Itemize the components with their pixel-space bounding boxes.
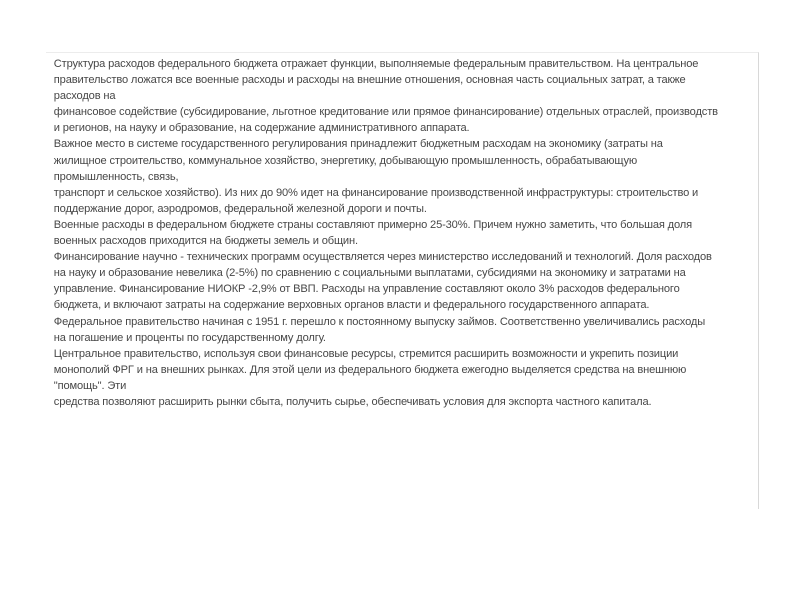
text-line: Важное место в системе государственного регулирования принадлежит бюджетным расходам на экономику (затраты на [53, 138, 663, 151]
text-line: на науку и образование невелика (2-5%) по сравнению с социальными выплатами, субсидиями на экономику и затратами на [53, 267, 686, 280]
text-line: Военные расходы в федеральном бюджете страны составляют примерно 25-30%. Причем нужно заметить, что большая доля [53, 218, 693, 231]
text-line: бюджета, и включают затраты на содержание верховных органов власти и федерального государственного аппарата. [53, 299, 650, 312]
text-line: транспорт и сельское хозяйство). Из них до 90% идет на финансирование производственной инфраструктуры: строительство и [53, 186, 699, 199]
text-line: Финансирование научно - технических программ осуществляется через министерство исследований и технологий. Доля расходов [53, 251, 712, 264]
text-line: на погашение и проценты по государственному долгу. [53, 331, 326, 344]
document-viewport [46, 52, 759, 509]
text-line: Федеральное правительство начиная с 1951 г. перешло к постоянному выпуску займов. Соответственно увеличивались расходы [53, 315, 706, 328]
text-line: Структура расходов федерального бюджета отражает функции, выполняемые федеральным правительством. На центральное [53, 58, 699, 70]
text-line: расходов на [53, 90, 116, 103]
text-line: финансовое содействие (субсидирование, льготное кредитование или прямое финансирование) отдельных отраслей, производств [53, 106, 718, 119]
text-line: военных расходов приходится на бюджеты земель и общин. [53, 235, 358, 248]
text-line: монополий ФРГ и на внешних рынках. Для этой цели из федерального бюджета ежегодно выделяется средства на внешнюю [53, 363, 687, 376]
text-line: промышленность, связь, [53, 170, 179, 183]
document-text [46, 53, 742, 410]
text-line: управление. Финансирование НИОКР -2,9% от ВВП. Расходы на управление составляют около 3% расходов федерального [53, 283, 680, 296]
text-line: Центральное правительство, используя свои финансовые ресурсы, стремится расширить возможности и укрепить позиции [53, 347, 679, 360]
text-line: жилищное строительство, коммунальное хозяйство, энергетику, добывающую промышленность, обрабатывающую [53, 154, 638, 167]
text-line: поддержание дорог, аэродромов, федеральной железной дороги и почты. [53, 202, 427, 215]
text-line: и регионов, на науку и образование, на содержание административного аппарата. [53, 122, 470, 135]
text-line: "помощь". Эти [53, 379, 127, 392]
text-line: правительство ложатся все военные расходы и расходы на внешние отношения, основная часть социальных затрат, а также [53, 74, 686, 87]
text-line: средства позволяют расширить рынки сбыта, получить сырье, обеспечивать условия для экспорта частного капитала. [53, 395, 652, 408]
